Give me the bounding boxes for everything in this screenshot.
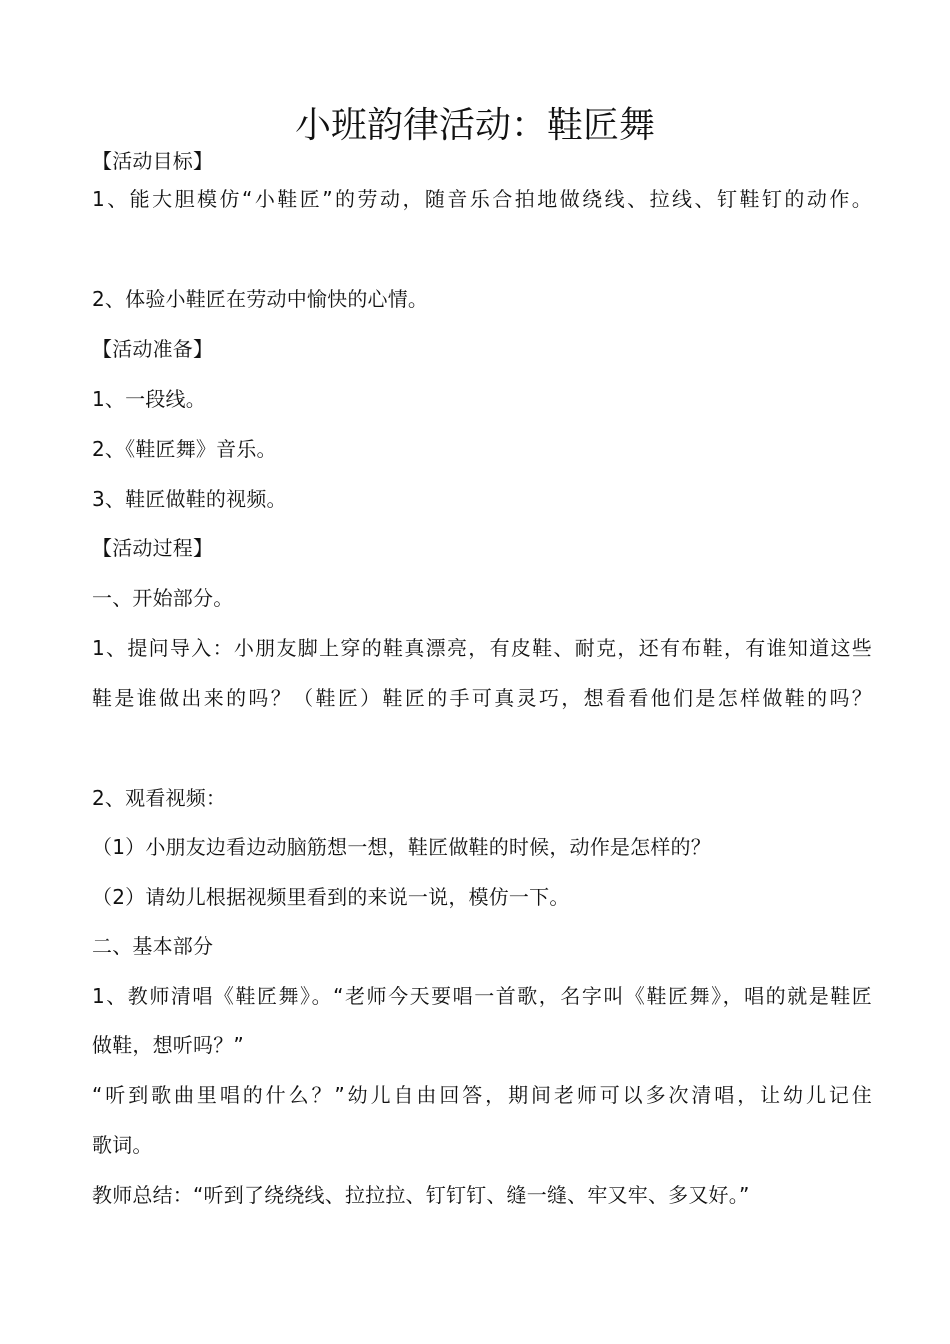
paragraph-line: 1、教师清唱《鞋匠舞》。“老师今天要唱一首歌，名字叫《鞋匠舞》，唱的就是鞋匠	[92, 984, 872, 1008]
paragraph-line: 1、提问导入：小朋友脚上穿的鞋真漂亮，有皮鞋、耐克，还有布鞋，有谁知道这些	[92, 636, 872, 660]
section-heading-goals: 【活动目标】	[92, 149, 214, 173]
paragraph-line: 教师总结：“听到了绕绕线、拉拉拉、钉钉钉、缝一缝、牢又牢、多又好。”	[92, 1183, 750, 1207]
paragraph-line: 2、观看视频：	[92, 786, 227, 810]
paragraph-line: 一、开始部分。	[92, 586, 234, 610]
paragraph-line: 1、一段线。	[92, 387, 206, 411]
section-heading-preparation: 【活动准备】	[92, 337, 214, 361]
paragraph-line: （2）请幼儿根据视频里看到的来说一说，模仿一下。	[92, 885, 570, 909]
paragraph-line: 做鞋，想听吗？”	[92, 1033, 244, 1057]
section-heading-process: 【活动过程】	[92, 536, 214, 560]
paragraph-line: 鞋是谁做出来的吗？（鞋匠）鞋匠的手可真灵巧，想看看他们是怎样做鞋的吗？	[92, 686, 872, 710]
paragraph-line: 3、鞋匠做鞋的视频。	[92, 487, 287, 511]
document-title: 小班韵律活动：鞋匠舞	[294, 105, 655, 146]
paragraph-line: 2、《鞋匠舞》音乐。	[92, 437, 277, 461]
paragraph-line: 2、体验小鞋匠在劳动中愉快的心情。	[92, 287, 429, 311]
paragraph-line: 歌词。	[92, 1133, 153, 1157]
paragraph-line: 1、能大胆模仿“小鞋匠”的劳动，随音乐合拍地做绕线、拉线、钉鞋钉的动作。	[92, 187, 872, 211]
paragraph-line: “听到歌曲里唱的什么？”幼儿自由回答，期间老师可以多次清唱，让幼儿记住	[92, 1083, 872, 1107]
paragraph-line: （1）小朋友边看边动脑筋想一想，鞋匠做鞋的时候，动作是怎样的？	[92, 835, 711, 859]
paragraph-line: 二、基本部分	[92, 934, 214, 958]
